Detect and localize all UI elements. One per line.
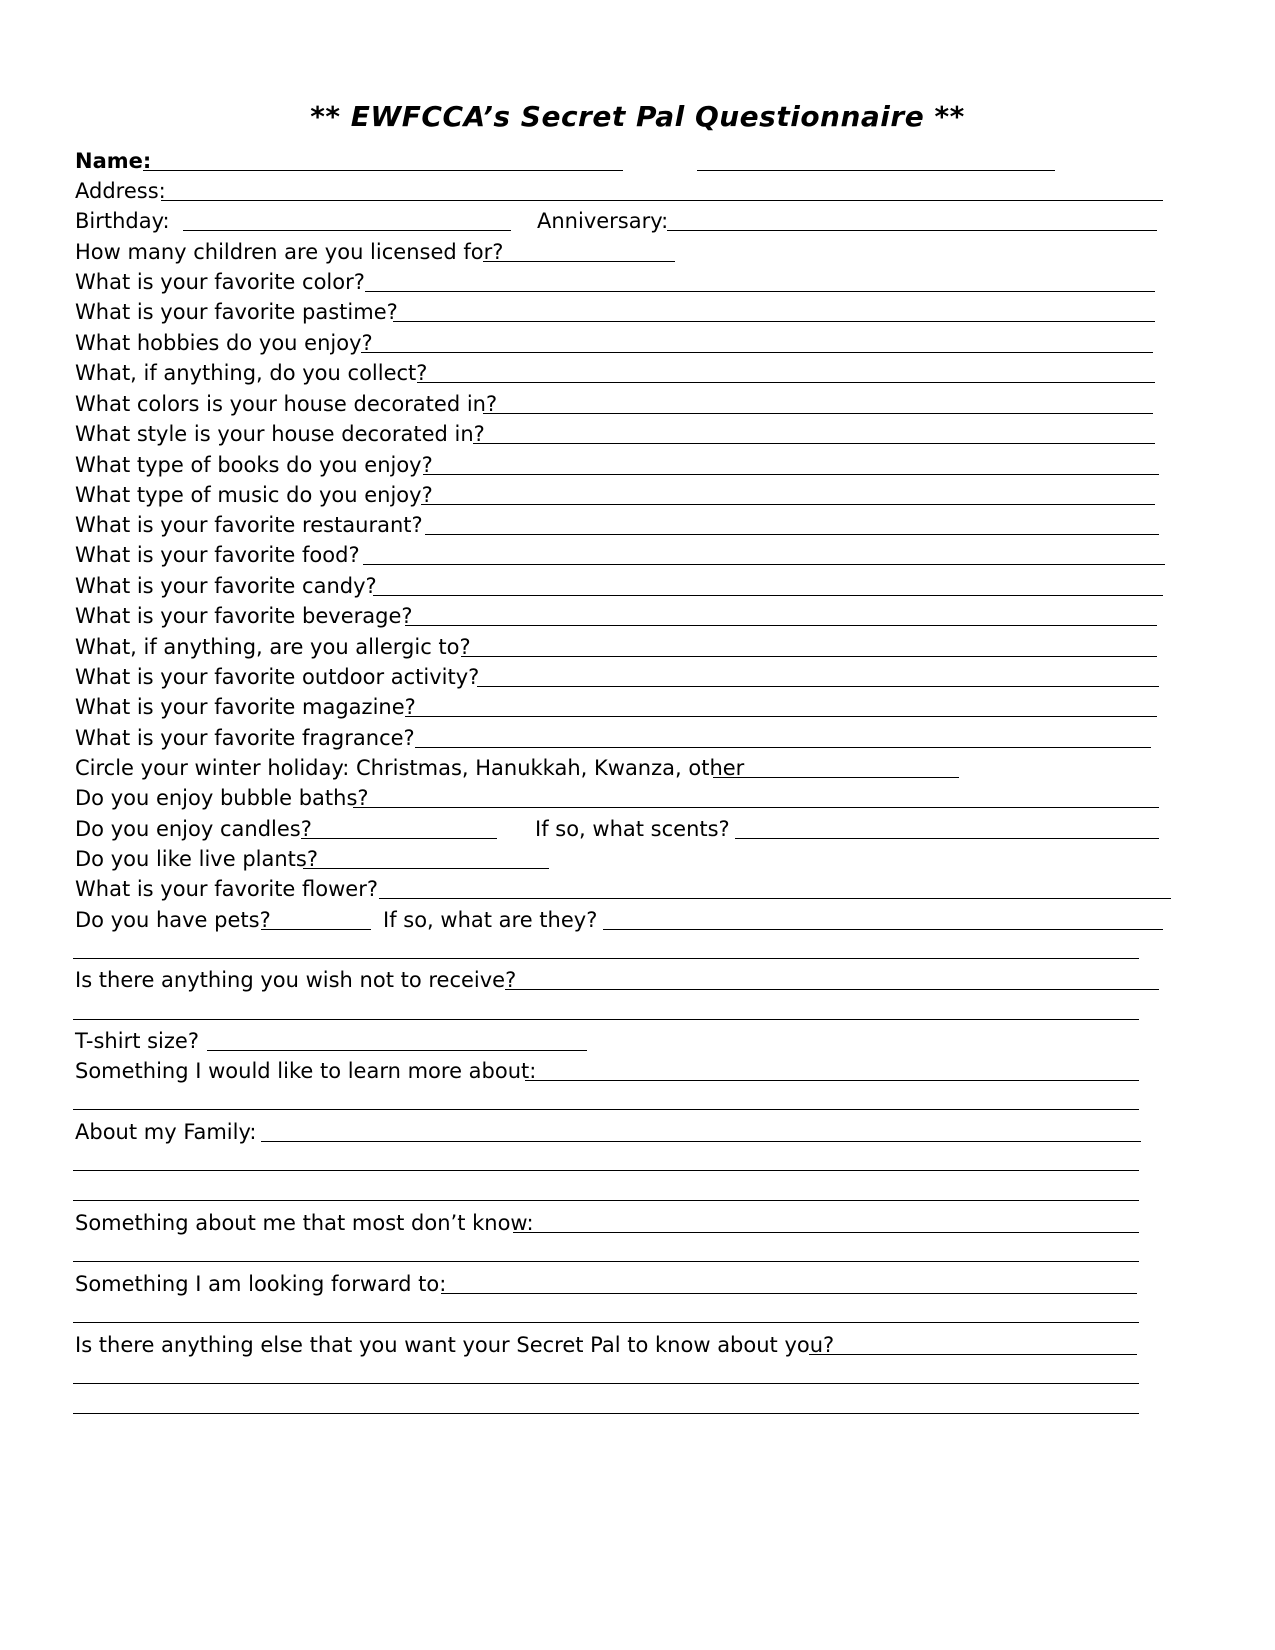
live-plants-label: Do you like live plants? (75, 847, 318, 871)
learn-more-label: Something I would like to learn more about: (75, 1059, 537, 1083)
winter-holiday-other-field[interactable] (713, 777, 959, 778)
favorite-pastime-field[interactable] (393, 321, 1155, 322)
scents-field[interactable] (735, 838, 1159, 839)
children-row (75, 237, 1195, 267)
outdoor-activity-field[interactable] (477, 686, 1159, 687)
magazine-field[interactable] (405, 716, 1157, 717)
dont-know-field[interactable] (513, 1232, 1139, 1233)
allergic-label: What, if anything, are you allergic to? (75, 635, 471, 659)
food-field[interactable] (363, 564, 1165, 565)
not-receive-label: Is there anything you wish not to receive? (75, 968, 517, 992)
bubble-baths-label: Do you enjoy bubble baths? (75, 786, 369, 810)
bubble-baths-row (75, 783, 1195, 813)
books-field[interactable] (423, 474, 1159, 475)
birthday-field[interactable] (183, 230, 511, 231)
looking-forward-extra-line[interactable] (73, 1322, 1139, 1323)
collect-label: What, if anything, do you collect? (75, 361, 428, 385)
pets-what-field[interactable] (603, 929, 1163, 930)
name-field[interactable] (143, 170, 623, 171)
pets-label: Do you have pets? (75, 908, 271, 932)
page-title: ** EWFCCA’s Secret Pal Questionnaire ** (310, 100, 965, 133)
dont-know-label: Something about me that most don’t know: (75, 1211, 534, 1235)
bubble-baths-field[interactable] (353, 807, 1159, 808)
live-plants-row (75, 844, 1195, 874)
anniversary-label: Anniversary: (537, 209, 669, 233)
address-row (75, 176, 1195, 206)
scents-label: If so, what scents? (535, 817, 730, 841)
anything-else-label: Is there anything else that you want your Secret Pal to know about you? (75, 1333, 835, 1357)
music-field[interactable] (421, 504, 1155, 505)
house-colors-row (75, 389, 1195, 419)
name-label: Name: (75, 149, 152, 173)
tshirt-field[interactable] (207, 1050, 587, 1051)
restaurant-field[interactable] (425, 534, 1159, 535)
favorite-color-field[interactable] (365, 291, 1155, 292)
learn-more-extra-line[interactable] (73, 1109, 1139, 1110)
candles-label: Do you enjoy candles? (75, 817, 312, 841)
flower-label: What is your favorite flower? (75, 877, 378, 901)
favorite-color-row (75, 267, 1195, 297)
not-receive-extra-line[interactable] (73, 1019, 1139, 1020)
name-row (75, 146, 1195, 176)
hobbies-label: What hobbies do you enjoy? (75, 331, 373, 355)
family-field[interactable] (261, 1141, 1141, 1142)
winter-holiday-row (75, 753, 1195, 783)
favorite-color-label: What is your favorite color? (75, 270, 365, 294)
house-colors-label: What colors is your house decorated in? (75, 392, 498, 416)
family-row (75, 1117, 1195, 1147)
beverage-label: What is your favorite beverage? (75, 604, 413, 628)
learn-more-field[interactable] (525, 1080, 1139, 1081)
anything-else-field[interactable] (809, 1354, 1137, 1355)
house-style-field[interactable] (473, 443, 1155, 444)
collect-field[interactable] (417, 382, 1155, 383)
books-row (75, 450, 1195, 480)
tshirt-label: T-shirt size? (75, 1029, 199, 1053)
family-extra-line-1[interactable] (73, 1170, 1139, 1171)
music-label: What type of music do you enjoy? (75, 483, 433, 507)
hobbies-field[interactable] (361, 352, 1153, 353)
pets-extra-line[interactable] (73, 958, 1139, 959)
address-label: Address: (75, 179, 166, 203)
candy-row (75, 571, 1195, 601)
allergic-row (75, 632, 1195, 662)
dont-know-row (75, 1208, 1195, 1238)
pets-what-label: If so, what are they? (383, 908, 598, 932)
children-label: How many children are you licensed for? (75, 240, 504, 264)
anything-else-extra-line-2[interactable] (73, 1413, 1139, 1414)
candles-row (75, 814, 1195, 844)
pets-field[interactable] (261, 929, 371, 930)
outdoor-activity-label: What is your favorite outdoor activity? (75, 665, 480, 689)
beverage-field[interactable] (405, 625, 1157, 626)
learn-more-row (75, 1056, 1195, 1086)
fragrance-row (75, 723, 1195, 753)
music-row (75, 480, 1195, 510)
flower-field[interactable] (379, 898, 1171, 899)
looking-forward-field[interactable] (441, 1293, 1137, 1294)
flower-row (75, 874, 1195, 904)
fragrance-field[interactable] (415, 747, 1151, 748)
pets-row (75, 905, 1195, 935)
birthday-label: Birthday: (75, 209, 170, 233)
birthday-row (75, 206, 1195, 236)
hobbies-row (75, 328, 1195, 358)
live-plants-field[interactable] (303, 868, 549, 869)
magazine-label: What is your favorite magazine? (75, 695, 416, 719)
restaurant-row (75, 510, 1195, 540)
collect-row (75, 358, 1195, 388)
candles-field[interactable] (301, 838, 497, 839)
books-label: What type of books do you enjoy? (75, 453, 433, 477)
outdoor-activity-row (75, 662, 1195, 692)
favorite-pastime-row (75, 297, 1195, 327)
family-extra-line-2[interactable] (73, 1200, 1139, 1201)
house-colors-field[interactable] (483, 413, 1153, 414)
winter-holiday-label: Circle your winter holiday: Christmas, Hanukkah, Kwanza, other (75, 756, 745, 780)
anything-else-row (75, 1330, 1195, 1360)
candy-label: What is your favorite candy? (75, 574, 377, 598)
looking-forward-label: Something I am looking forward to: (75, 1272, 447, 1296)
family-label: About my Family: (75, 1120, 257, 1144)
house-style-row (75, 419, 1195, 449)
anniversary-field[interactable] (667, 230, 1157, 231)
food-row (75, 540, 1195, 570)
dont-know-extra-line[interactable] (73, 1261, 1139, 1262)
restaurant-label: What is your favorite restaurant? (75, 513, 423, 537)
children-field[interactable] (483, 261, 675, 262)
magazine-row (75, 692, 1195, 722)
not-receive-row (75, 965, 1195, 995)
favorite-pastime-label: What is your favorite pastime? (75, 300, 398, 324)
fragrance-label: What is your favorite fragrance? (75, 726, 415, 750)
not-receive-field[interactable] (505, 989, 1159, 990)
house-style-label: What style is your house decorated in? (75, 422, 485, 446)
name-field-2[interactable] (697, 170, 1055, 171)
beverage-row (75, 601, 1195, 631)
allergic-field[interactable] (461, 656, 1157, 657)
looking-forward-row (75, 1269, 1195, 1299)
food-label: What is your favorite food? (75, 543, 360, 567)
anything-else-extra-line-1[interactable] (73, 1383, 1139, 1384)
address-field[interactable] (161, 200, 1163, 201)
candy-field[interactable] (373, 595, 1163, 596)
tshirt-row (75, 1026, 1195, 1056)
